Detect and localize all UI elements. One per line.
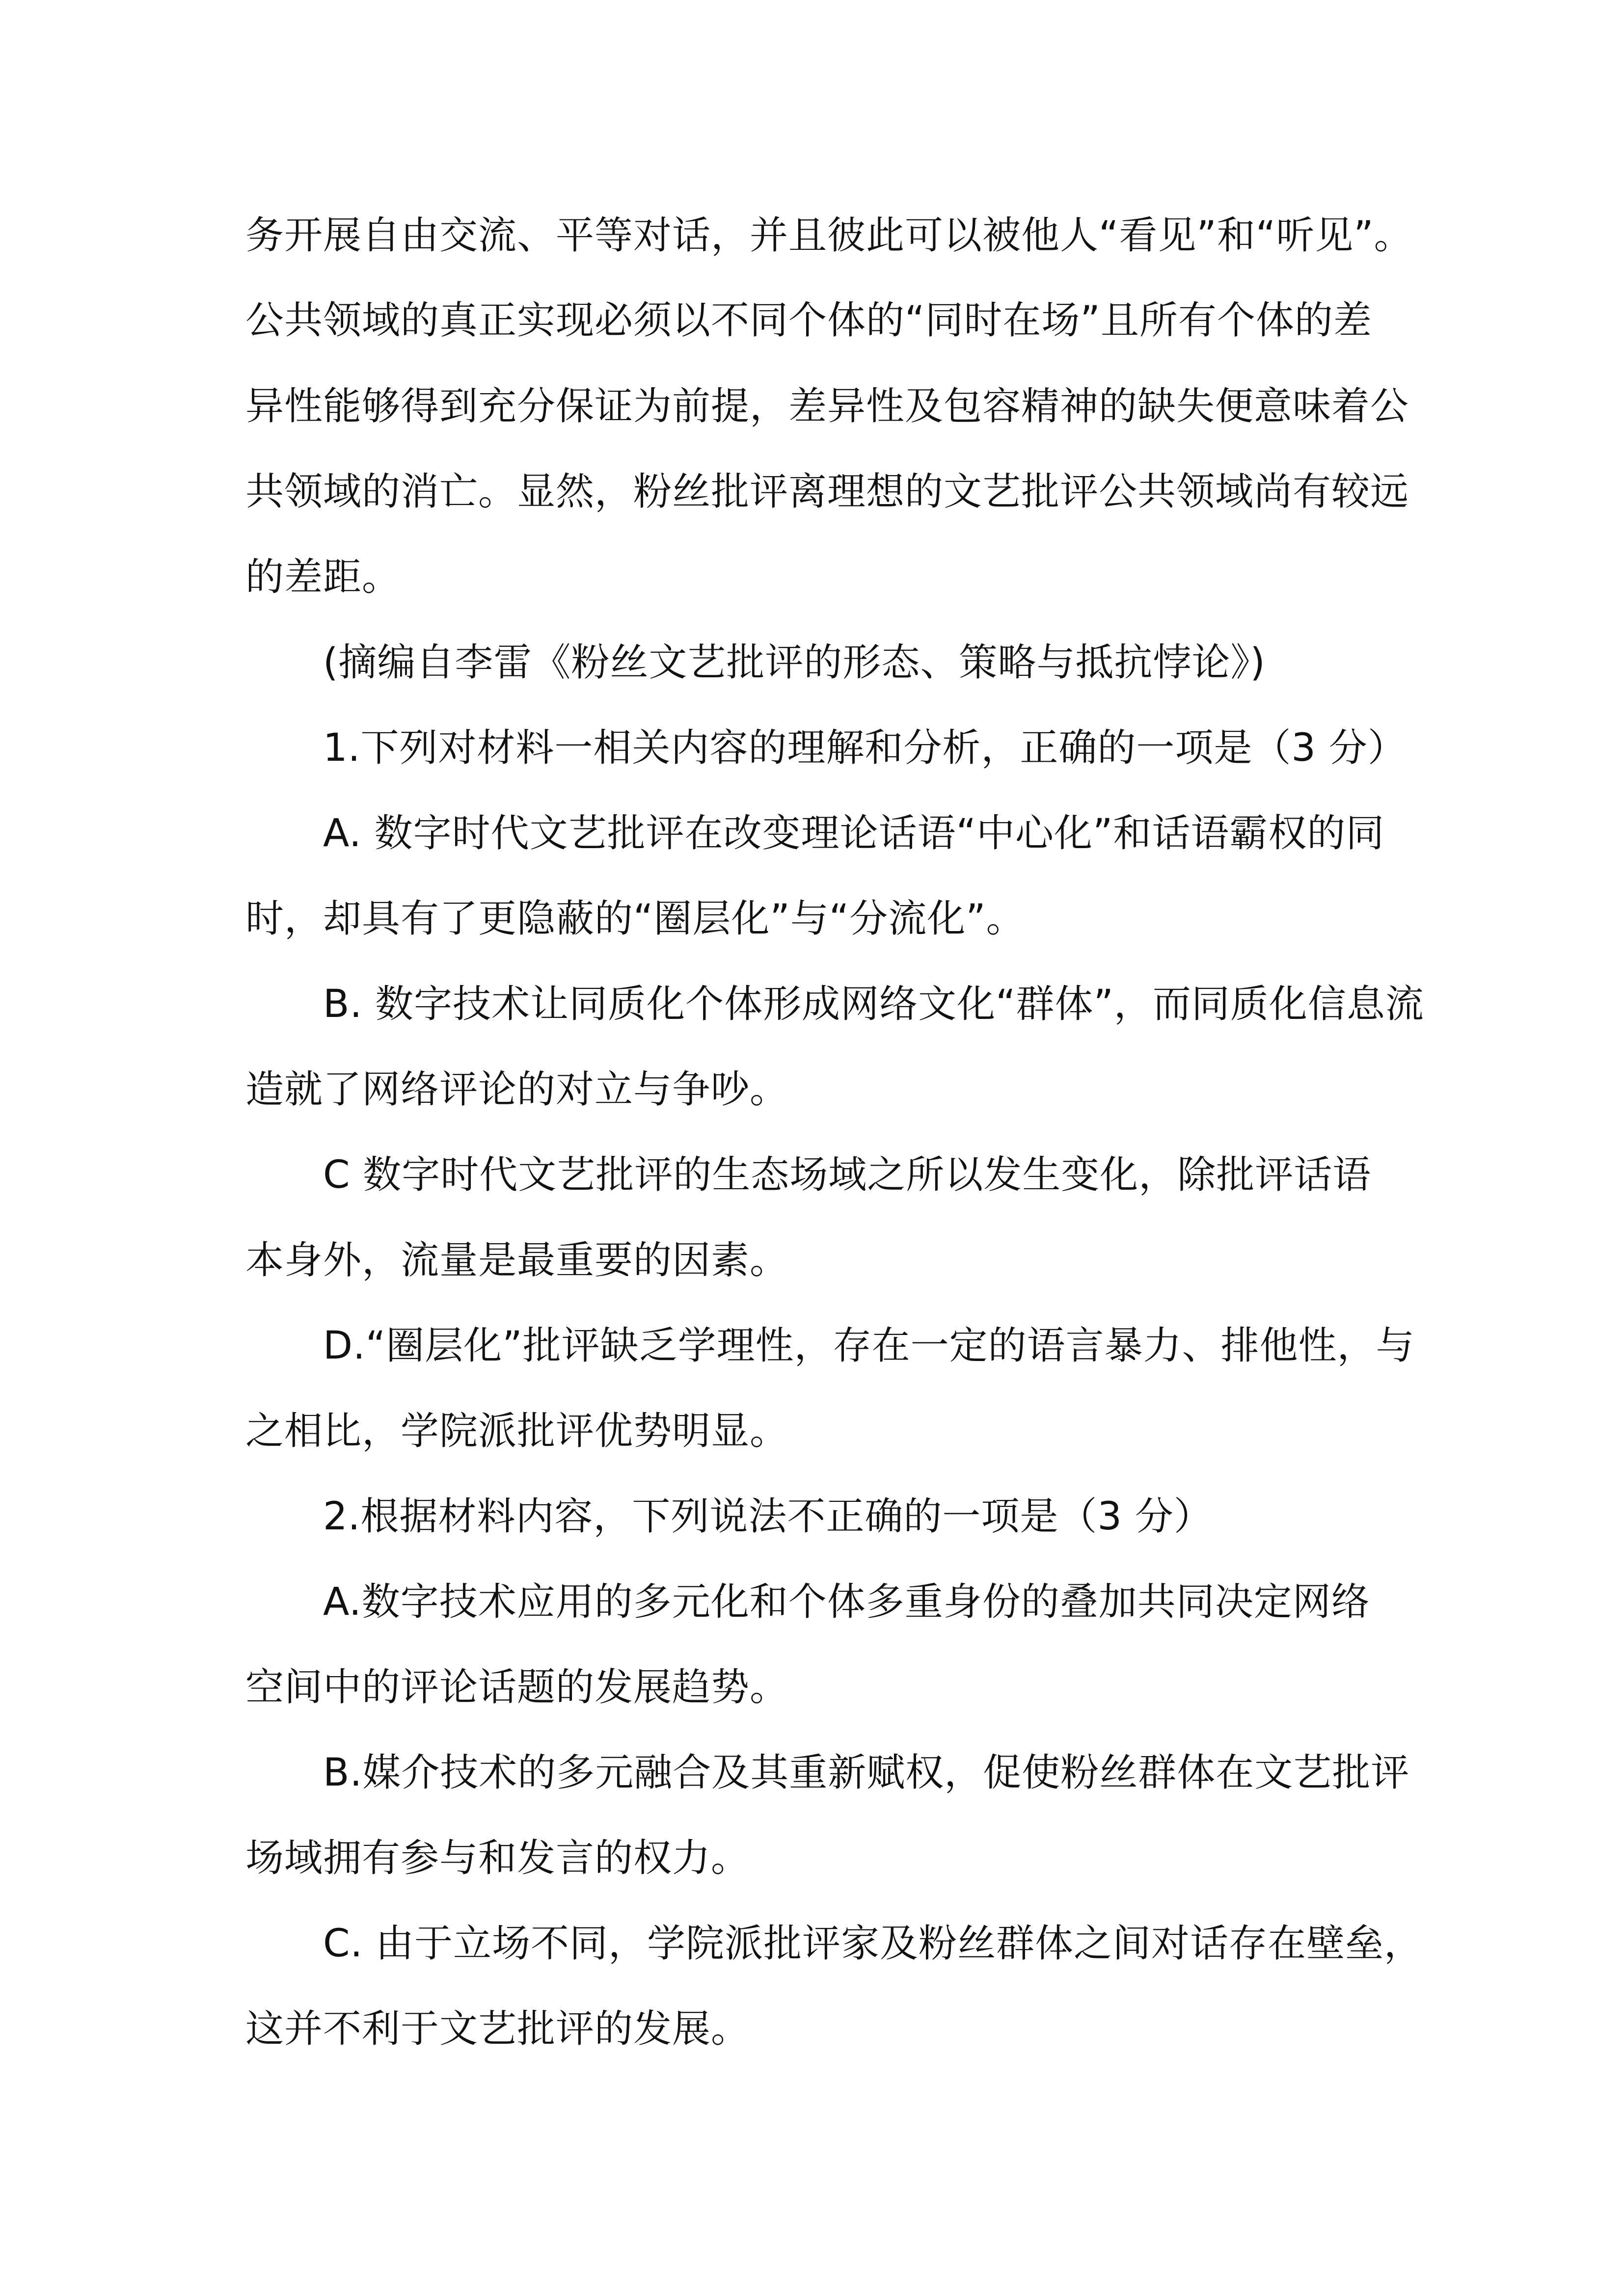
q2-option-c-line-1: C. 由于立场不同，学院派批评家及粉丝群体之间对话存在壁垒， [323,1922,1423,1966]
text-line-4: 共领域的消亡。显然，粉丝批评离理想的文艺批评公共领域尚有较远 [245,470,1409,514]
text-line-1: 务开展自由交流、平等对话，并且彼此可以被他人“看见”和“听见”。 [245,214,1413,258]
q2-option-a-line-2: 空间中的评论话题的发展趋势。 [245,1665,789,1709]
q1-option-c-line-1: C 数字时代文艺批评的生态场域之所以发生变化，除批评话语 [323,1153,1372,1197]
q1-option-d-line-2: 之相比，学院派批评优势明显。 [245,1409,789,1453]
q2-option-a-line-1: A.数字技术应用的多元化和个体多重身份的叠加共同决定网络 [323,1580,1370,1624]
question-1-stem: 1.下列对材料一相关内容的理解和分析，正确的一项是（3 分） [323,726,1407,770]
q1-option-c-line-2: 本身外，流量是最重要的因素。 [245,1238,789,1282]
question-2-stem: 2.根据材料内容，下列说法不正确的一项是（3 分） [323,1495,1213,1539]
q2-option-c-line-2: 这并不利于文艺批评的发展。 [245,2007,750,2051]
q1-option-a-line-2: 时，却具有了更隐蔽的“圈层化”与“分流化”。 [245,897,1025,941]
q1-option-b-line-1: B. 数字技术让同质化个体形成网络文化“群体”，而同质化信息流 [323,982,1424,1026]
q1-option-d-line-1: D.“圈层化”批评缺乏学理性，存在一定的语言暴力、排他性，与 [323,1324,1415,1368]
q2-option-b-line-1: B.媒介技术的多元融合及其重新赋权，促使粉丝群体在文艺批评 [323,1751,1410,1795]
text-line-3: 异性能够得到充分保证为前提，差异性及包容精神的缺失便意味着公 [245,384,1409,428]
text-line-2: 公共领域的真正实现必须以不同个体的“同时在场”且所有个体的差 [245,298,1372,343]
source-citation: (摘编自李雷《粉丝文艺批评的形态、策略与抵抗悖论》) [323,641,1266,685]
q2-option-b-line-2: 场域拥有参与和发言的权力。 [245,1836,750,1880]
q1-option-b-line-2: 造就了网络评论的对立与争吵。 [245,1068,789,1112]
text-line-5: 的差距。 [245,555,401,599]
q1-option-a-line-1: A. 数字时代文艺批评在改变理论话语“中心化”和话语霸权的同 [323,811,1385,855]
